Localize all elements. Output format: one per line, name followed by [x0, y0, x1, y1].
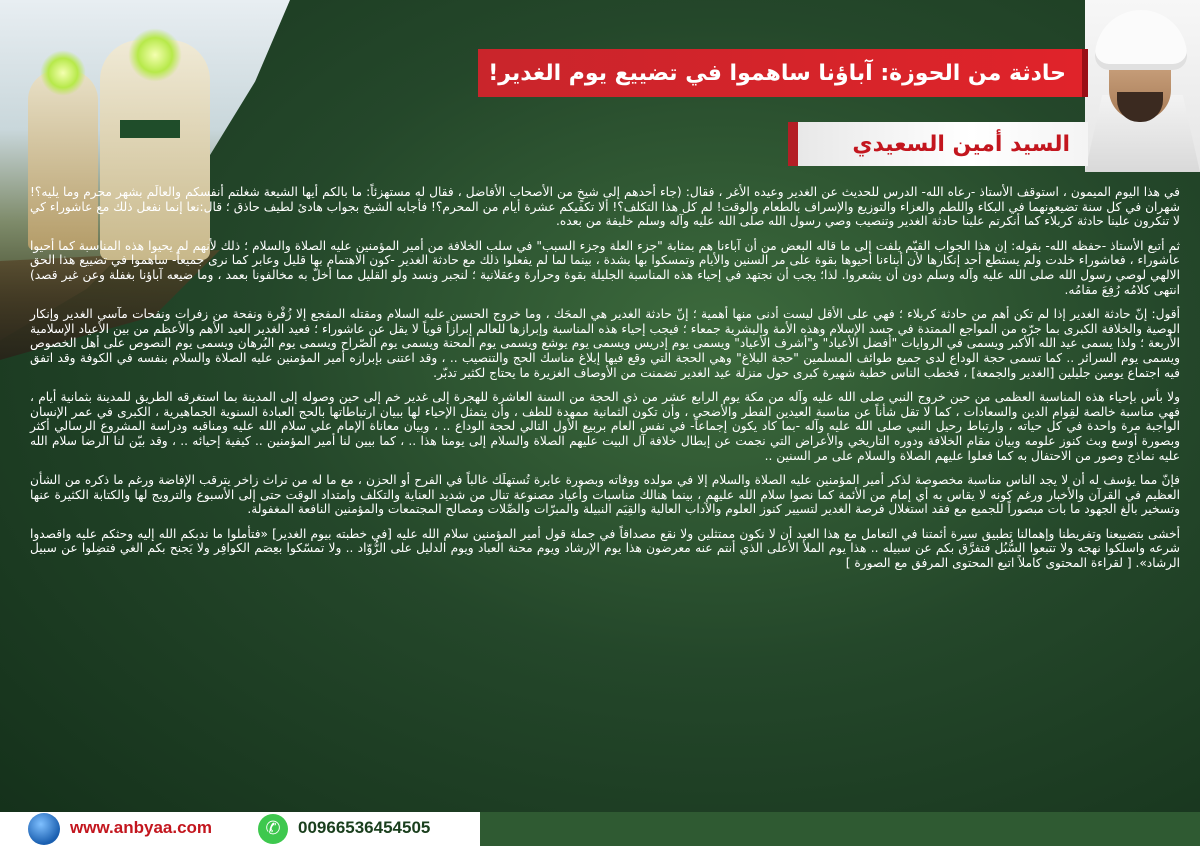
- page-title: حادثة من الحوزة: آباؤنا ساهموا في تضييع يوم الغدير!: [488, 60, 1066, 86]
- author-portrait: [1085, 0, 1200, 172]
- title-banner: [478, 49, 1088, 97]
- phone-number[interactable]: 00966536454505: [298, 818, 431, 837]
- portrait-turban: [1095, 10, 1187, 70]
- paragraph-2: ثم أتبع الأستاذ -حفظه الله- بقوله: إن هذا الجواب القيّم يلفت إلى ما قاله البعض من أن آباءنا هم بمثابة "جزء العلة وجزء السبب" في سلب الخلافة من أمير المؤمنين عليه الصلاة والسلام ؛ ذلك لأنهم لم يحيوا هذه المناسبة كما أحيوا عاشوراء ، فعاشوراء خلدت ولم يستطع أحد إنكارها لأن أبناءنا أحيوها بقوة على مر السنين والأيام وتمسكوا بها بشدة ، بينما لما لم يفعلوا ذلك مع حادثة الغدير -كون الاهتمام بها قليل وعابر كما نرى جميعاً- ساهموا في تضييع هذا الحق الالهي لوصي رسول الله صلى الله عليه وآله وسلم دون أن يشعروا. لذا؛ يجب أن نجتهد في إحياء هذه المناسبة الجليلة بقوة وحرارة وعقلانية ؛ لنجبر ونسد ولو القليل مما أخلّ به مخالفونا بعمد ، وما ضيعه آباؤنا بغفلة وعن غير قصد) انتهى كلامُه رُفِعَ مقامُه.: [30, 238, 1180, 297]
- globe-icon: [28, 813, 60, 845]
- halo-left: [40, 50, 86, 96]
- website-link[interactable]: www.anbyaa.com: [70, 818, 213, 837]
- paragraph-3: أقول: إنّ حادثة الغدير إذا لم تكن أهم من حادثة كربلاء ؛ فهي على الأقل ليست أدنى منها أهمية ؛ إنّ حادثة الغدير هي المحَك ، وما خروج الحسين عليه السلام ومقتله المفجع إلا زُفْرة ونفحة من زفرات ونفحات مآسي الغدير وإنكار الوصية والخلافة الكبرى بما جرّه من المواجع الممتدة في جسد الإسلام وهذه الأمة والبشرية جمعاء ؛ فيجب إحياء هذه المناسبة وإبرازها للعالم إبرازاً قوياً لا يقل عن عاشوراء ؛ فعيد الغدير العيد الأهم والأعظم من بين الأعياد الإسلامية الأربعة ؛ ولذا يسمى عيد الله الأكبر ويسمى في الروايات "أفضل الأعياد" و"أشرف الأعياد" ويسمى يوم إدريس ويسمى يوم يوشع ويسمى يوم المحنة ويسمى يوم الصّراح ويسمى يوم البُرهان ويسمى يوم النصوص على أهل الخصوص ويسمى يوم السرائر .. كما تسمى حجة الوداع لدى جميع طوائف المسلمين "حجة البلاغ" وهي الحجة التي وقع فيها إبلاغ مناسك الحج والتنصيب .. ، وقد اعتنى بإبرازه أمير المؤمنين عليه الصلاة والسلام بنفسه في الكوفة وقد اتفق فيه اجتماع يومين جليلين [الغدير والجمعة] ، فخطب الناس خطبة شهيرة كبرى حول منزلة عيد الغدير تضمنت من الأوصاف الغزيرة ما يحتاج لكثير تدبّر.: [30, 307, 1180, 380]
- halo-right: [128, 28, 182, 82]
- footer-green-panel: [480, 812, 1200, 846]
- paragraph-4: ولا بأس بإحياء هذه المناسبة العظمى من حين خروج النبي صلى الله عليه وآله من مكة يوم الرابع عشر من ذي الحجة من السنة العاشرة للهجرة إلى غدير خم إلى حين وصوله إلى المدينة بما استغرقه الطريق للمدينة بثمانية أيام ، فهي مناسبة خالصة لقِوام الدين والسعادات ، كما لا تقل شأناً عن مناسبة العيدين الفطر والأضحى ، وأن تكون الثمانية ممهدة للطف ، وأن يتمثل الإحياء لها ببيان ارتباطاتها بالحج العبادة السنوية الجماهيرية ، الكبرى في عمر الإنسان الواجبة مرة واحدة في كل حياته ، وارتباط رحيل النبي صلى الله عليه وآله -بما كاد يكون إجماعاً- في نفس العام بربيع الأول التالي لحجة الوداع .. ، وبيان معاناة الإمام علي سلام الله عليه ومناقبه ودراسة المشروع الرسالي أكثر وبصورة أوسع وبث كنوز علومه وبيان مقام الخلافة ودوره التاريخي والأعراض التي نجمت عن إبطال خلافة آل البيت عليهم الصلاة والسلام إلى يومنا هذا .. ، كما بيين لنا أمير المؤمنين .. كيفية إحيائه .. ، وقد بيّن لنا الرضا سلام الله عليه نماذج وصور من الاحتفال به كما فعلوا عليهم الصلاة والسلام على مر السنين ..: [30, 390, 1180, 463]
- author-name: السيد أمين السعيدي: [852, 131, 1070, 157]
- whatsapp-icon: ✆: [258, 814, 288, 844]
- paragraph-1: في هذا اليوم الميمون ، استوقف الأستاذ -رعاه الله- الدرس للحديث عن الغدير وعيده الأغر ، فقال: (جاء أحدهم إلى شيخٍ من الأصحاب الأفاضل ، فقال له مستهزئاً: ما بالكم أيها الشيعة شغلتم أنفسكم والعالَم بشهر محرم وما يليه؟! شهران في كل سنة تضيعونهما في البكاء واللطم والعزاء والتوزيع والإسراف بالطعام والوقت! لم كل هذا التكلف؟! ألا تكفيكم عشرة أيام من المحرم؟! فأجابه الشيخ بجواب هادئ لطيف حاذق ؛ قال:نعا إنما نفعل ذلك مع عاشوراء كي لا تنكرون علينا حادثة كربلاء كما أنكرتم علينا حادثة الغدير وتنصيب وصي رسول الله صلى الله عليه وآله وسلم خليفة من بعده.: [30, 185, 1180, 229]
- painting-green-sash: [120, 120, 180, 138]
- author-banner: [788, 122, 1088, 166]
- article-body: [30, 185, 1180, 805]
- paragraph-6: أخشى بتضييعنا وتفريطنا وإهمالنا تطبيق سيرة أئمتنا في التعامل مع هذا العيد أن لا نكون ممتثلين ولا نقع مصداقاً في جملة قول أمير المؤمنين سلام الله عليه [في خطبته بيوم الغدير] «فتأملوا ما ندبكم الله إليه وحثكم عليه واقصدوا شرعه واسلكوا نهجه ولا تتبعوا السُّبُل فتفرَّق بكم عن سبيله .. هذا يوم الملأ الأعلى الذي أنتم عنه معرضون هذا يوم الإرشاد ويوم محنة العباد ويوم الدليل على الرُّوّاد .. ولا تمسّكوا بعِصَم الكوافِر ولا يَجنح بكم الغي فتضِلوا عن سبيل الرشاد». [ لقراءة المحتوى كاملاً اتبع المحتوى المرفق مع الصورة ]: [30, 526, 1180, 571]
- paragraph-5: فإنّ مما يؤسف له أن لا يجد الناس مناسبة مخصوصة لذكر أمير المؤمنين عليه الصلاة والسلام إلا في مولده ووفاته وبصورة عابرة تُستهلَك غالباً في الفرح أو الحزن ، مع ما له من تراث زاخر يترقب الإفاضة ورغم ما ذكره من الشأن العظيم في القرآن والأخبار ورغم كونه لا يقاس به أي إمام من الأئمة كما نصوا سلام الله عليهم ، بينما هنالك مناسبات وأعياد مصنوعة تنال من شديد العناية والتكلف وامتداد الوقت حتى إلى الأسبوع والترويج لها والكتابة الكثيرة عنها وتسخير بالغ الجهود ما بات مبصوراً للجميع مع فقد استغلال فرصة الغدير لتسيير كنوز العلوم والآداب العالية والقِيَم النبيلة والمبرّات والصِّلات ومصالح المجتمعات والمؤمنين النافعة المغفولة.: [30, 473, 1180, 517]
